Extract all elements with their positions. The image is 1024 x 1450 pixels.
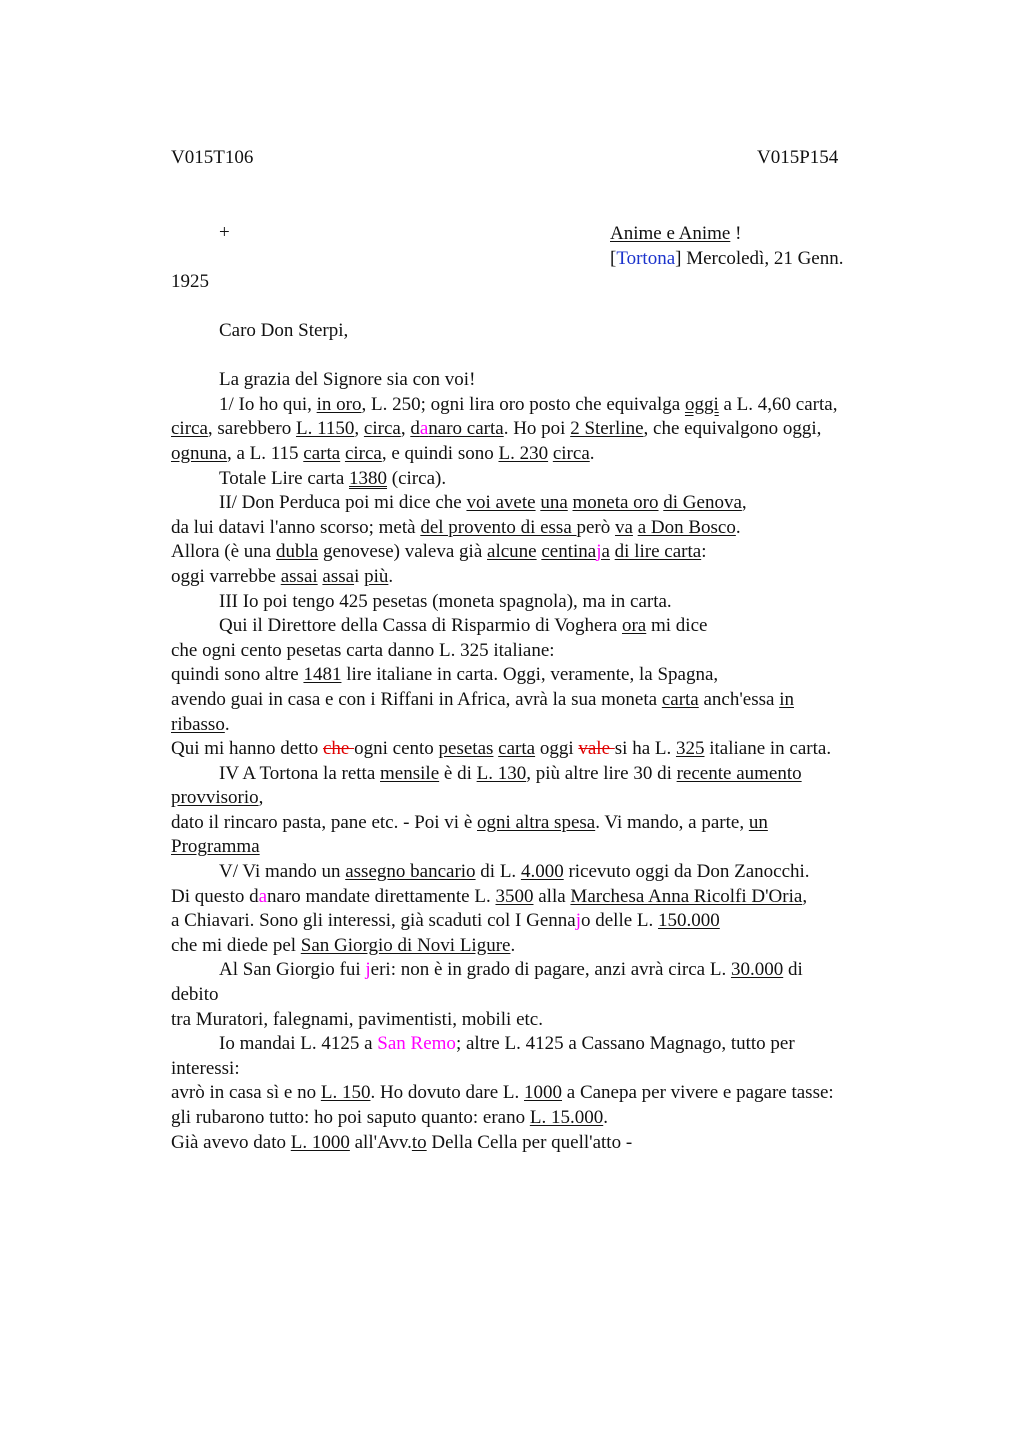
text-line: Programma [171,836,260,858]
letter-body [171,319,911,1155]
greeting: La grazia del Signore sia con voi! [219,369,476,391]
place-date-line: [Tortona] Mercoledì, 21 Genn. [610,247,844,269]
deleted-text: che [322,738,355,760]
text-line: a Chiavari. Sono gli interessi, già scaduti col I Gennajo delle L. 150.000 [171,910,720,932]
text-line: II/ Don Perduca poi mi dice che voi avete una moneta oro di Genova, [219,492,747,514]
text-line: interessi: [171,1057,240,1079]
letter-year: 1925 [171,271,209,292]
motto: Anime e Anime [610,223,731,244]
text-line: Allora (è una dubla genovese) valeva già alcune centinaja di lire carta: [171,541,707,563]
text-line: da lui datavi l'anno scorso; metà del provento di essa però va a Don Bosco. [171,516,741,538]
text-line: ognuna, a L. 115 carta circa, e quindi sono L. 230 circa. [171,442,595,464]
text-line: quindi sono altre 1481 lire italiane in carta. Oggi, veramente, la Spagna, [171,664,719,686]
letter-date: Mercoledì, 21 Genn. [681,247,844,269]
text-line: gli rubarono tutto: ho poi saputo quanto: erano L. 15.000. [171,1107,608,1128]
place-name: Tortona [616,247,676,269]
document-code-left: V015T106 [171,147,254,168]
text-line: Al San Giorgio fui jeri: non è in grado di pagare, anzi avrà circa L. 30.000 di [219,959,803,981]
text-line: Io mandai L. 4125 a San Remo; altre L. 4125 a Cassano Magnago, tutto per [219,1033,795,1055]
text-line: avendo guai in casa e con i Riffani in Africa, avrà la sua moneta carta anch'essa in [171,688,794,710]
text-line: Qui mi hanno detto che ogni cento pesetas carta oggi vale si ha L. 325 italiane in carta. [171,738,832,760]
text-line: ribasso. [171,713,230,735]
text-line: avrò in casa sì e no L. 150. Ho dovuto dare L. 1000 a Canepa per vivere e pagare tasse: [171,1082,834,1104]
text-line: Qui il Direttore della Cassa di Risparmio di Voghera ora mi dice [219,615,708,637]
salutation: Caro Don Sterpi, [219,320,349,341]
deleted-text: vale [578,738,615,760]
blank-line [171,344,911,369]
text-line: III Io poi tengo 425 pesetas (moneta spagnola), ma in carta. [219,590,672,612]
text-line: V/ Vi mando un assegno bancario di L. 4.000 ricevuto oggi da Don Zanocchi. [219,861,810,883]
text-line: che ogni cento pesetas carta danno L. 325 italiane: [171,639,555,661]
cross-mark: + [219,222,230,243]
text-line: Di questo danaro mandate direttamente L. 3500 alla Marchesa Anna Ricolfi D'Oria, [171,885,808,907]
heading-block [610,222,843,271]
text-line: Totale Lire carta 1380 (circa). [219,467,447,489]
text-line: oggi varrebbe assai assai più. [171,565,394,587]
text-line: tra Muratori, falegnami, pavimentisti, mobili etc. [171,1008,543,1030]
text-line: provvisorio, [171,787,264,809]
text-line: dato il rincaro pasta, pane etc. - Poi vi è ogni altra spesa. Vi mando, a parte, un [171,811,768,833]
text-line: 1/ Io ho qui, in oro, L. 250; ogni lira oro posto che equivalga oggi a L. 4,60 carta, [219,393,838,415]
motto-line: Anime e Anime ! [610,223,742,244]
text-line: IV A Tortona la retta mensile è di L. 130, più altre lire 30 di recente aumento [219,762,802,784]
text-line: Già avevo dato L. 1000 all'Avv.to Della Cella per quell'atto - [171,1131,633,1153]
text-line: circa, sarebbero L. 1150, circa, danaro carta. Ho poi 2 Sterline, che equivalgono oggi, [171,418,822,440]
document-code-right: V015P154 [757,147,839,168]
text-line: che mi diede pel San Giorgio di Novi Ligure. [171,934,516,956]
text-line: debito [171,984,219,1006]
